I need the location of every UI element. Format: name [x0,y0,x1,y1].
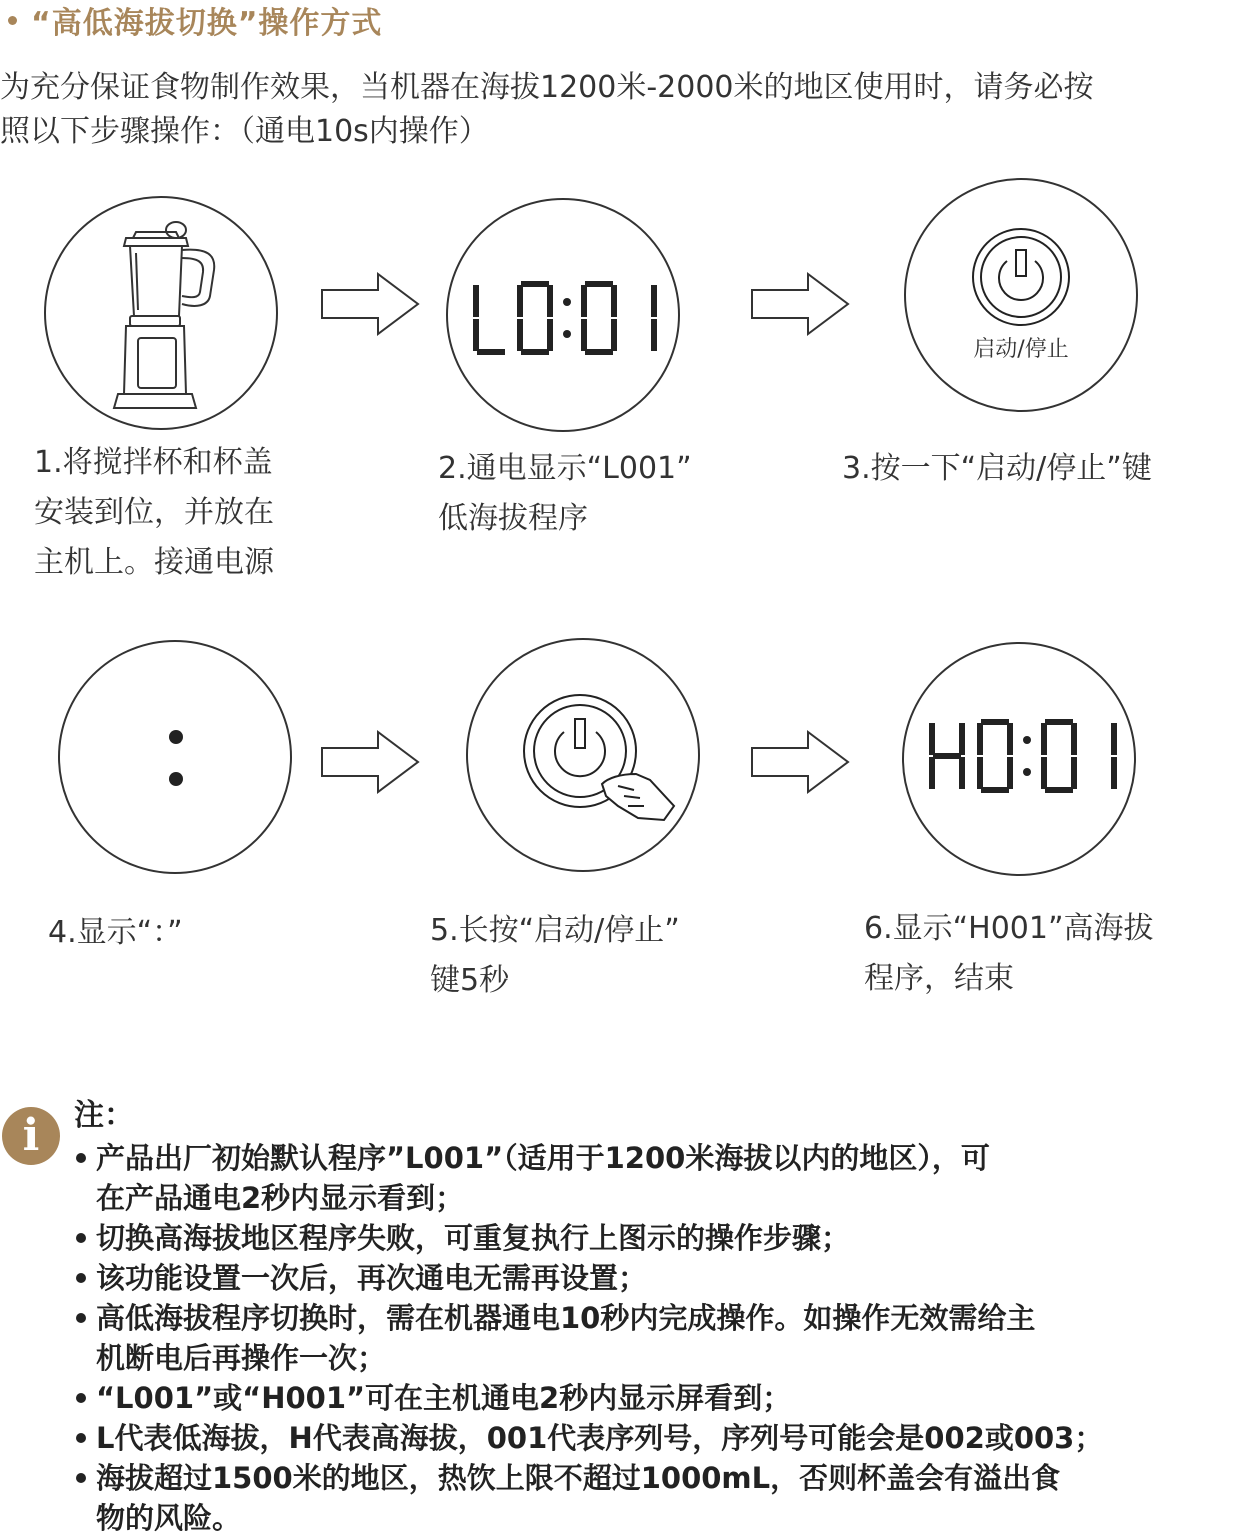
step-2-circle [446,198,680,432]
step-6-caption [864,904,1154,1004]
arrow-right-icon [750,272,850,336]
step-3-circle [904,178,1138,412]
note-item: 切换高海拔地区程序失败，可重复执行上图示的操作步骤； [74,1218,1244,1258]
arrow-right-icon [320,730,420,794]
info-icon [2,1107,60,1165]
intro-line: 为充分保证食物制作效果，当机器在海拔1200米-2000米的地区使用时，请务必按 [0,70,1094,105]
note-item: 该功能设置一次后，再次通电无需再设置； [74,1258,1244,1298]
note-item: L代表低海拔，H代表高海拔，001代表序列号，序列号可能会是002或003； [74,1418,1244,1458]
arrow-right-icon [750,730,850,794]
step-4-caption [48,908,183,958]
step-5-circle [466,638,700,872]
step-3-caption [842,444,1152,494]
press-power-button-icon [468,640,698,870]
blender-icon [46,198,276,428]
bullet-dot [8,16,17,25]
caption-line: 主机上。接通电源 [34,545,274,580]
step-4-circle [58,640,292,874]
colon-display-icon [60,642,290,872]
arrow-right-icon [320,272,420,336]
caption-line: 安装到位，并放在 [34,495,274,530]
start-stop-label: 启动/停止 [973,337,1069,362]
step-1-circle [44,196,278,430]
note-item: 高低海拔程序切换时，需在机器通电10秒内完成操作。如操作无效需给主 机断电后再操作一次； [74,1298,1244,1378]
caption-line: 4.显示“：” [48,915,183,950]
section-heading [0,2,383,41]
caption-line: 低海拔程序 [438,501,588,536]
intro-line: 照以下步骤操作：（通电10s内操作） [0,114,489,149]
caption-line: 6.显示“H001”高海拔 [864,911,1154,946]
step-1-caption [34,438,274,588]
note-item: 产品出厂初始默认程序”L001”（适用于1200米海拔以内的地区），可 在产品通电2秒内显示看到； [74,1138,1244,1218]
note-item: “L001”或“H001”可在主机通电2秒内显示屏看到； [74,1378,1244,1418]
caption-line: 1.将搅拌杯和杯盖 [34,445,273,480]
note-item: 海拔超过1500米的地区，热饮上限不超过1000mL，否则杯盖会有溢出食 物的风险。 [74,1458,1244,1538]
hand-pointer-icon [602,774,674,820]
seven-segment-display-L001 [448,200,678,430]
note-title: 注： [74,1098,134,1133]
caption-line: 2.通电显示“L001” [438,451,692,486]
step-5-caption [430,906,680,1006]
seven-segment-display-H001 [904,644,1134,874]
caption-line: 键5秒 [430,963,510,998]
power-button-icon [906,180,1136,410]
step-6-circle [902,642,1136,876]
step-2-caption [438,444,692,544]
caption-line: 5.长按“启动/停止” [430,913,680,948]
section-title: “高低海拔切换”操作方式 [31,6,383,41]
note-list [74,1138,1244,1538]
caption-line: 程序，结束 [864,961,1014,996]
intro-paragraph [0,66,1244,154]
info-glyph: i [22,1110,40,1161]
caption-line: 3.按一下“启动/停止”键 [842,451,1152,486]
